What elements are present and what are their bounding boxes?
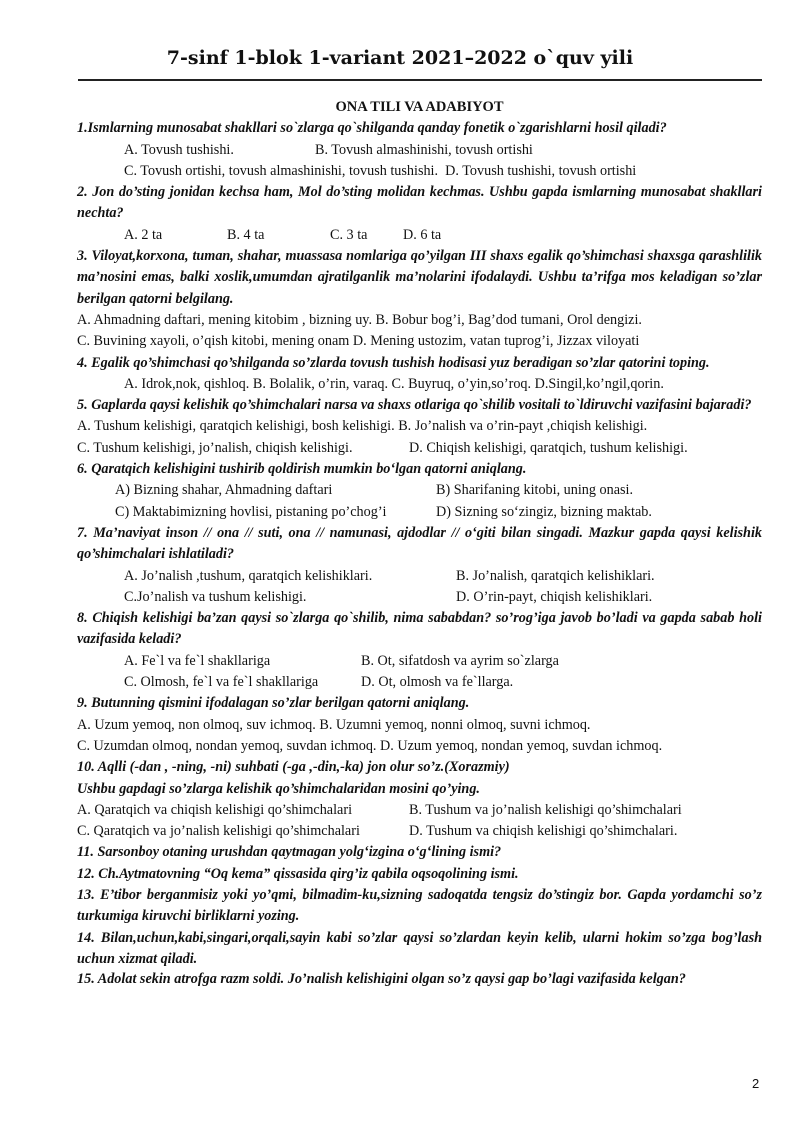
question-4: 4. Egalik qo’shimchasi qo’shilganda so’zlarda tovush tushish hodisasi yuz beradigan so’zlar qatorini toping. [77, 354, 710, 371]
question-7: 7. Ma’naviyat inson // ona // suti, ona // namunasi, ajdodlar // o‘giti bilan singadi. Mazkur gapda qaysi kelishik qo’shimchalari ishlatiladi? [77, 524, 762, 563]
header-rule [78, 79, 762, 81]
question-3: 3. Viloyat,korxona, tuman, shahar, muassasa nomlariga qo’yilgan III shaxs egalik qo’shimchasi shaxsga qarashlilik ma’nosini emas, balki xoslik,umumdan ajratilganlik ma’nolarini ifodalaydi. Ushbu ta’rifga mos keladigan so’zlar berilgan qatorni belgilang. [77, 248, 762, 307]
options-row [77, 161, 762, 182]
options-row [77, 502, 762, 523]
options-row: A. Ahmadning daftari, mening kitobim , bizning uy. B. Bobur bog’i, Bag’dod tumani, Orol dengizi. [77, 311, 642, 328]
options-row [77, 438, 762, 459]
options-row [77, 672, 762, 693]
options-row: C. Uzumdan olmoq, nondan yemoq, suvdan ichmoq. D. Uzum yemoq, nondan yemoq, suvdan ichmoq. [77, 737, 663, 754]
page-number: 2 [752, 1076, 760, 1091]
option-b: B. Jo’nalish, qaratqich kelishiklari. [456, 567, 655, 584]
option-a: A. Jo’nalish ,tushum, qaratqich kelishiklari. [124, 567, 373, 584]
option-d: D. Tushum va chiqish kelishigi qo’shimchalari. [409, 823, 678, 840]
options-row [77, 225, 762, 246]
options-row [77, 651, 762, 672]
question-11: 11. Sarsonboy otaning urushdan qaytmagan yolg‘izgina o‘g‘lining ismi? [77, 844, 502, 861]
option-c: C. Tovush ortishi, tovush almashinishi, tovush tushishi. [124, 162, 439, 179]
option-b: B. Tushum va jo’nalish kelishigi qo’shimchalari [409, 801, 682, 818]
option-a: A. Qaratqich va chiqish kelishigi qo’shimchalari [77, 801, 353, 818]
option-b: B) Sharifaning kitobi, uning onasi. [436, 482, 634, 499]
option-d: D. O’rin-payt, chiqish kelishiklari. [456, 588, 653, 605]
option-d: D. 6 ta [403, 226, 442, 243]
question-13: 13. E’tibor berganmisiz yoki yo’qmi, bilmadim-ku,sizning sadoqatda tengsiz do’stingiz bor. Gapda yordamchi so’z turkumiga kiruvchi birliklarni yozing. [77, 886, 762, 925]
options-row [77, 140, 762, 161]
question-10-instruction: Ushbu gapdagi so’zlarga kelishik qo’shimchalaridan mosini qo’ying. [77, 780, 480, 797]
option-c: C. Olmosh, fe`l va fe`l shakllariga [124, 674, 319, 691]
question-10: 10. Aqlli (-dan , -ning, -ni) suhbati (-ga ,-din,-ka) jon olur so’z.(Xorazmiy) [77, 759, 510, 776]
question-8: 8. Chiqish kelishigi ba’zan qaysi so`zlarga qo`shilib, nima sababdan? so’rog’iga javob bo’ladi va gapda sabab holi vazifasida keladi? [77, 610, 762, 648]
options-row: A. Tushum kelishigi, qaratqich kelishigi, bosh kelishigi. B. Jo’nalish va o’rin-payt ,chiqish kelishigi. [77, 418, 648, 435]
question-15: 15. Adolat sekin atrofga razm soldi. Jo’nalish kelishigini olgan so’z qaysi gap bo’lagi vazifasida kelgan? [77, 971, 686, 988]
test-content [77, 97, 762, 989]
question-1: 1.Ismlarning munosabat shakllari so`zlarga qo`shilganda qanday fonetik o`zgarishlarni hosil qiladi? [77, 120, 667, 137]
options-row [77, 587, 762, 608]
options-row: A. Uzum yemoq, non olmoq, suv ichmoq. B. Uzumni yemoq, nonni olmoq, suvni ichmoq. [77, 716, 591, 733]
option-d: D. Chiqish kelishigi, qaratqich, tushum kelishigi. [409, 439, 688, 456]
option-d: D. Tovush tushishi, tovush ortishi [445, 162, 637, 179]
option-a: A. Tovush tushishi. [124, 141, 234, 158]
option-d: D) Sizning so‘zingiz, bizning maktab. [436, 503, 652, 520]
subject-title: ONA TILI VA ADABIYOT [335, 99, 504, 115]
question-6: 6. Qaratqich kelishigini tushirib qoldirish mumkin bo‘lgan qatorni aniqlang. [77, 461, 527, 478]
option-a: A) Bizning shahar, Ahmadning daftari [115, 482, 333, 499]
option-c: C. 3 ta [330, 226, 368, 243]
question-9: 9. Butunning qismini ifodalagan so’zlar berilgan qatorni aniqlang. [77, 695, 470, 712]
page-header: 7-sinf 1-blok 1-variant 2021–2022 o`quv yili [166, 47, 634, 69]
option-b: B. 4 ta [227, 226, 265, 243]
option-c: C. Tushum kelishigi, jo’nalish, chiqish kelishigi. [77, 439, 353, 456]
question-12: 12. Ch.Aytmatovning “Oq kema” qissasida qirg’iz qabila oqsoqolining ismi. [77, 865, 519, 882]
option-c: C.Jo’nalish va tushum kelishigi. [124, 588, 307, 605]
question-2: 2. Jon do’sting jonidan kechsa ham, Mol do’sting molidan kechmas. Ushbu gapda ismlarning munosabat shakllari nechta? [77, 184, 762, 222]
options-row: A. Idrok,nok, qishloq. B. Bolalik, o’rin, varaq. C. Buyruq, o’yin,so’roq. D.Singil,ko’ngil,qorin. [124, 375, 664, 392]
option-d: D. Ot, olmosh va fe`llarga. [361, 674, 514, 691]
option-b: B. Tovush almashinishi, tovush ortishi [315, 141, 533, 158]
option-c: C) Maktabimizning hovlisi, pistaning po’chog’i [115, 503, 387, 520]
question-5: 5. Gaplarda qaysi kelishik qo’shimchalari narsa va shaxs otlariga qo`shilib vositali to`ldiruvchi vazifasini bajaradi? [77, 397, 752, 414]
option-b: B. Ot, sifatdosh va ayrim so`zlarga [361, 652, 559, 669]
options-row [77, 821, 762, 842]
options-row [77, 800, 762, 821]
option-a: A. Fe`l va fe`l shakllariga [124, 652, 271, 669]
options-row: C. Buvining xayoli, o’qish kitobi, mening onam D. Mening ustozim, vatan tuprog’i, Jizzax viloyati [77, 333, 640, 350]
options-row [77, 566, 762, 587]
question-14: 14. Bilan,uchun,kabi,singari,orqali,sayin kabi so’zlar qaysi so’zlardan keyin kelib, ularni hokim so’zga bog’lash uchun xizmat qiladi. [77, 929, 762, 967]
option-c: C. Qaratqich va jo’nalish kelishigi qo’shimchalari [77, 823, 360, 840]
options-row [77, 480, 762, 501]
option-a: A. 2 ta [124, 226, 163, 243]
